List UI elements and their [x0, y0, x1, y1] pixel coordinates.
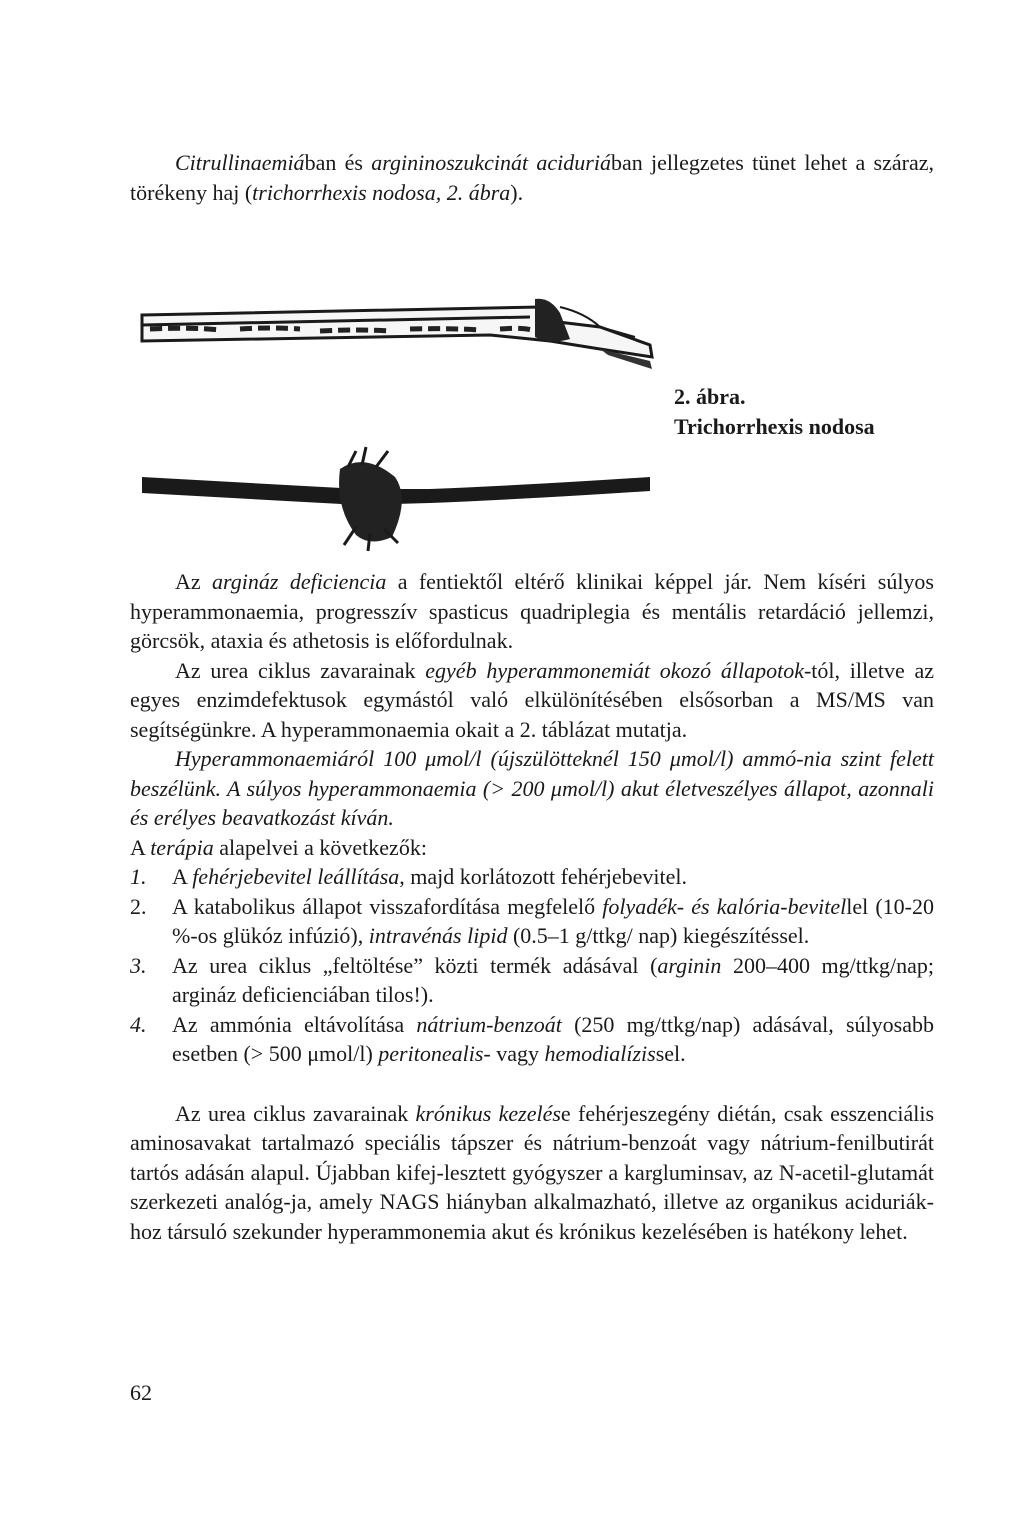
list-item: 3. Az urea ciklus „feltöltése” közti termék adásával (arginin 200–400 mg/ttkg/nap; argináz deficienciában tilos!).: [130, 952, 934, 1007]
list-item: 4. Az ammónia eltávolítása nátrium-benzoát (250 mg/ttkg/nap) adásával, súlyosabb esetben (> 500 μmol/l) peritonealis- vagy hemodialízissel.: [130, 1011, 934, 1066]
therapy-list: [130, 862, 934, 1069]
figure-caption-title: Trichorrhexis nodosa: [674, 414, 875, 439]
list-item: 2. A katabolikus állapot visszafordítása megfelelő folyadék- és kalória-bevitellel (10-20 %-os glükóz infúzió), intravénás lipid (0.5–1 g/ttkg/ nap) kiegészítéssel.: [130, 893, 934, 948]
urea-other-paragraph: Az urea ciklus zavarainak egyéb hyperammonemiát okozó állapotok-tól, illetve az egyes enzimdefektusok egymástól való elkülönítésében elsősorban a MS/MS van segítségünkre. A hyperammonaemia okait a 2. táblázat mutatja.: [130, 657, 935, 742]
hyperammonaemia-definition: Hyperammonaemiáról 100 μmol/l (újszülötteknél 150 μmol/l) ammó-nia szint felett beszélünk. A súlyos hyperammonaemia (> 200 μmol/l) akut életveszélyes állapot, azonnali és erélyes beavatkozást kíván.: [130, 746, 934, 830]
upper-hair-strand: [142, 299, 652, 369]
page-content: [130, 148, 934, 1246]
page-number: 62: [130, 1380, 152, 1405]
intro-paragraph: Citrullinaemiában és argininoszukcinát aciduriában jellegzetes tünet lehet a száraz, törékeny haj (trichorrhexis nodosa, 2. ábra).: [130, 150, 934, 205]
figure-trichorrhexis: [130, 237, 934, 567]
lower-hair-strand: [142, 447, 650, 551]
list-number: 3.: [130, 952, 147, 978]
figure-caption: [674, 382, 875, 442]
arginase-paragraph: Az argináz deficiencia a fentiektől eltérő klinikai képpel jár. Nem kíséri súlyos hyperammonaemia, progresszív spasticus quadriplegia és mentális retardáció jellemzi, görcsök, ataxia és athetosis is előfordulnak.: [130, 569, 934, 653]
list-item: 1. A fehérjebevitel leállítása, majd korlátozott fehérjebevitel.: [130, 862, 934, 892]
hair-illustration: [130, 237, 690, 567]
list-number: 1.: [130, 864, 147, 889]
therapy-intro: A terápia alapelvei a következők:: [130, 834, 427, 860]
list-number: 2.: [130, 893, 147, 919]
figure-caption-number: 2. ábra.: [674, 384, 746, 409]
list-number: 4.: [130, 1011, 147, 1037]
chronic-treatment-paragraph: Az urea ciklus zavarainak krónikus kezelése fehérjeszegény diétán, csak esszenciális aminosavakat tartalmazó speciális tápszer és nátrium-benzoát vagy nátrium-fenilbutirát tartós adásán alapul. Újabban kifej-lesztett gyógyszer a kargluminsav, az N-acetil-glutamát szerkezeti analóg-ja, amely NAGS hiányban alkalmazható, illetve az organikus aciduriák-hoz társuló szekunder hyperammonemia akut és krónikus kezelésében is hatékony lehet.: [130, 1100, 935, 1244]
